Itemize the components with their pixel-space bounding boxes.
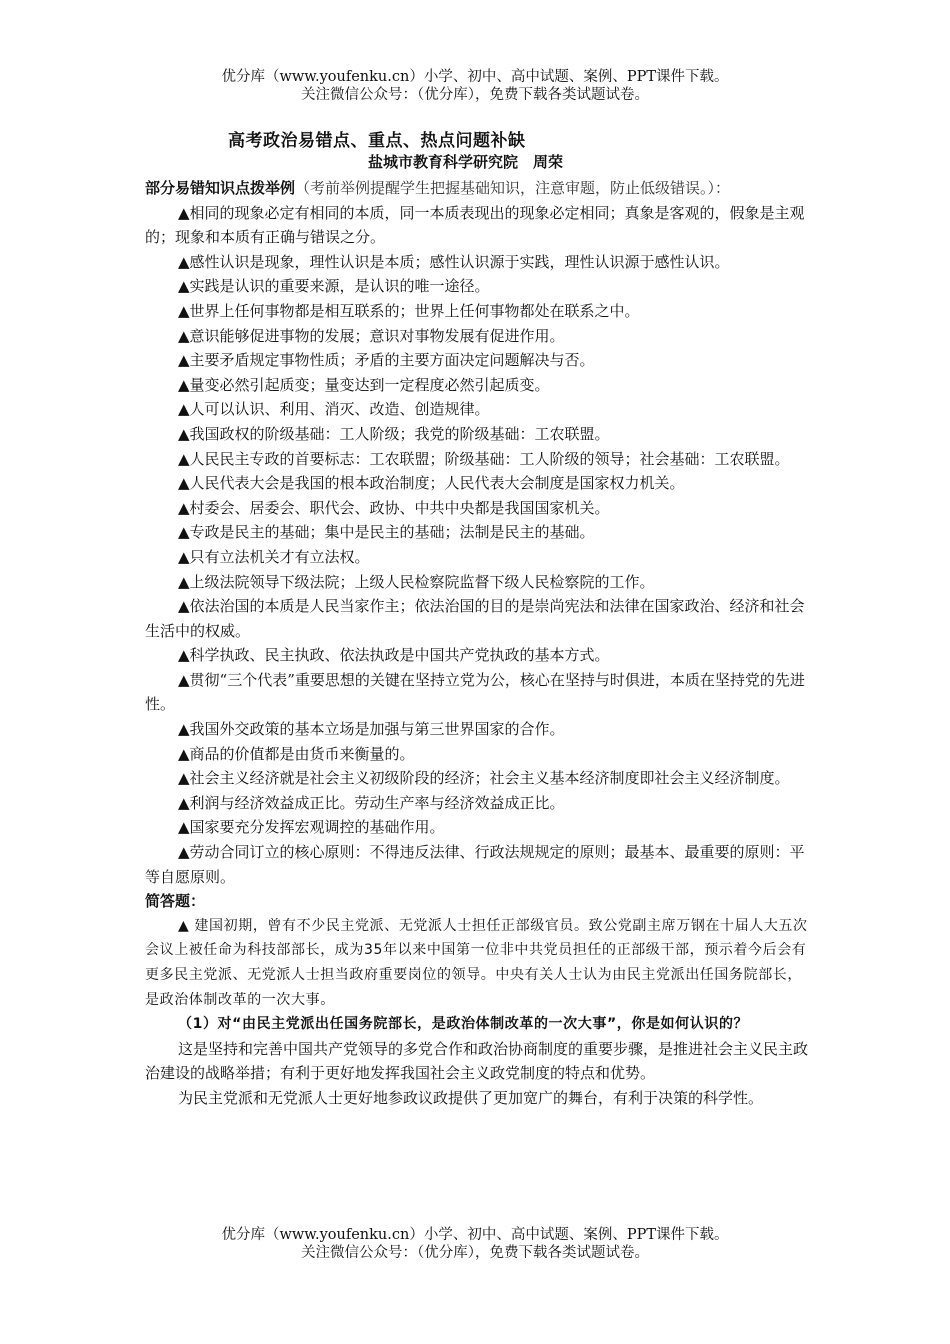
list-item: ▲科学执政、民主执政、依法执政是中国共产党执政的基本方式。 — [178, 646, 610, 665]
section2-heading-line — [145, 889, 810, 914]
document-title: 高考政治易错点、重点、热点问题补缺 — [228, 131, 526, 151]
list-item: ▲村委会、居委会、职代会、政协、中共中央都是我国国家机关。 — [178, 498, 610, 517]
list-item: ▲相同的现象必定有相同的本质，同一本质表现出的现象必定相同；真象是客观的，假象是主观的；现象和本质有正确与错误之分。 — [145, 203, 805, 247]
section1-hint: （考前举例提醒学生把握基础知识，注意审题，防止低级错误。）： — [295, 179, 731, 197]
list-item: ▲专政是民主的基础；集中是民主的基础；法制是民主的基础。 — [178, 523, 595, 542]
list-item: ▲社会主义经济就是社会主义初级阶段的经济；社会主义基本经济制度即社会主义经济制度。 — [178, 769, 790, 788]
list-item: ▲利润与经济效益成正比。劳动生产率与经济效益成正比。 — [178, 793, 565, 812]
list-item: ▲人可以认识、利用、消灭、改造、创造规律。 — [178, 400, 490, 419]
footer-line-1: 优分库（www.youfenku.cn）小学、初中、高中试题、案例、PPT课件下载。 — [221, 1227, 729, 1243]
page-header — [0, 68, 950, 104]
document-body — [145, 176, 810, 1111]
page-footer — [0, 1226, 950, 1262]
list-item: ▲国家要充分发挥宏观调控的基础作用。 — [178, 818, 445, 837]
list-item: ▲人民民主专政的首要标志：工农联盟；阶级基础：工人阶级的领导；社会基础：工农联盟。 — [178, 449, 790, 468]
answer-paragraph: 为民主党派和无党派人士更好地参政议政提供了更加宽广的舞台，有利于决策的科学性。 — [178, 1088, 764, 1107]
list-item: ▲实践是认识的重要来源，是认识的唯一途径。 — [178, 277, 490, 296]
list-item: ▲世界上任何事物都是相互联系的；世界上任何事物都处在联系之中。 — [178, 301, 640, 320]
list-item: ▲意识能够促进事物的发展；意识对事物发展有促进作用。 — [178, 326, 565, 345]
list-item: ▲感性认识是现象，理性认识是本质；感性认识源于实践，理性认识源于感性认识。 — [178, 252, 730, 271]
list-item: ▲上级法院领导下级法院；上级人民检察院监督下级人民检察院的工作。 — [178, 572, 655, 591]
list-item: ▲依法治国的本质是人民当家作主；依法治国的目的是崇尚宪法和法律在国家政治、经济和社会生活中的权威。 — [145, 597, 805, 640]
question-text — [145, 1012, 810, 1037]
question-bold: （1）对“由民主党派出任国务院部长，是政治体制改革的一次大事”，你是如何认识的？ — [178, 1016, 749, 1033]
section1-heading: 部分易错知识点拨举例 — [145, 179, 296, 197]
list-item: ▲商品的价值都是由货币来衡量的。 — [178, 744, 415, 763]
list-item: ▲主要矛盾规定事物性质；矛盾的主要方面决定问题解决与否。 — [178, 351, 595, 370]
list-item: ▲劳动合同订立的核心原则：不得违反法律、行政法规规定的原则；最基本、最重要的原则：平等自愿原则。 — [145, 843, 805, 886]
author-line: 盐城市教育科学研究院 周荣 — [368, 153, 564, 171]
list-item: ▲人民代表大会是我国的根本政治制度；人民代表大会制度是国家权力机关。 — [178, 474, 685, 493]
footer-line-2: 关注微信公众号：（优分库），免费下载各类试题试卷。 — [301, 1245, 649, 1261]
list-item: ▲我国政权的阶级基础：工人阶级；我党的阶级基础：工农联盟。 — [178, 424, 610, 443]
list-item: ▲量变必然引起质变；量变达到一定程度必然引起质变。 — [178, 375, 550, 394]
answer-paragraph: 这是坚持和完善中国共产党领导的多党合作和政治协商制度的重要步骤，是推进社会主义民主政治建设的战略举措；有利于更好地发挥我国社会主义政党制度的特点和优势。 — [145, 1039, 809, 1083]
header-line-2: 关注微信公众号：（优分库），免费下载各类试题试卷。 — [301, 87, 649, 103]
list-item: ▲贯彻“三个代表”重要思想的关键在坚持立党为公，核心在坚持与时俱进，本质在坚持党的先进性。 — [145, 670, 805, 714]
section2-heading: 简答题： — [145, 892, 206, 911]
header-line-1: 优分库（www.youfenku.cn）小学、初中、高中试题、案例、PPT课件下载。 — [221, 69, 729, 85]
question-material: ▲ 建国初期，曾有不少民主党派、无党派人士担任正部级官员。致公党副主席万钢在十届人大五次会议上被任命为科技部部长，成为35年以来中国第一位非中共党员担任的正部级干部，预示着今后会有更多民主党派、无党派人士担当政府重要岗位的领导。中央有关人士认为由民主党派出任国务院部长，是政治体制改革的一次大事。 — [145, 917, 808, 1008]
list-item: ▲只有立法机关才有立法权。 — [178, 547, 370, 566]
list-item: ▲我国外交政策的基本立场是加强与第三世界国家的合作。 — [178, 720, 565, 739]
section1-heading-line — [145, 176, 810, 201]
